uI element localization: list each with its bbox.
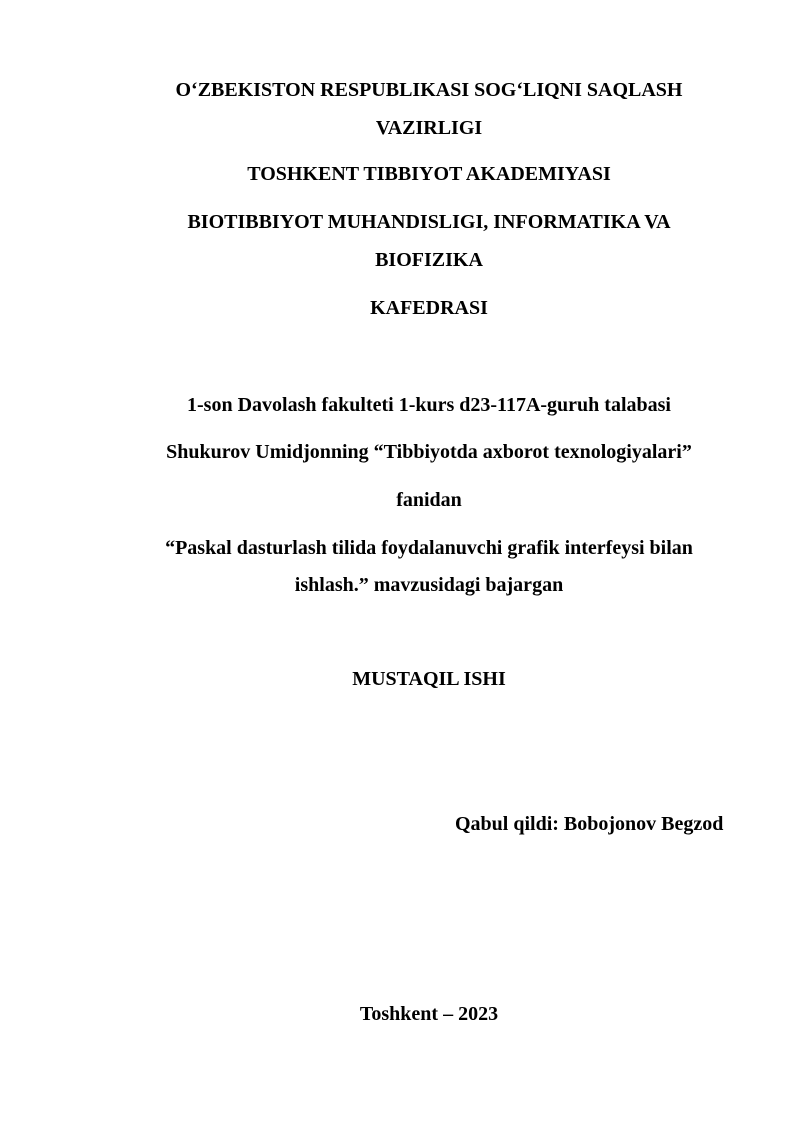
department-title-line1: BIOTIBBIYOT MUHANDISLIGI, INFORMATIKA VA: [187, 211, 671, 233]
student-info-line3: fanidan: [396, 489, 462, 511]
city-year: Toshkent – 2023: [359, 1003, 499, 1025]
department-title-line2: BIOFIZIKA: [375, 249, 483, 271]
student-info-line1: 1-son Davolash fakulteti 1-kurs d23-117A-guruh talabasi: [187, 394, 671, 416]
academy-title: TOSHKENT TIBBIYOT AKADEMIYASI: [247, 163, 611, 185]
ministry-title-line2: VAZIRLIGI: [375, 117, 483, 139]
student-info-line2: Shukurov Umidjonning “Tibbiyotda axborot texnologiyalari”: [166, 441, 692, 463]
ministry-title-line1: O‘ZBEKISTON RESPUBLIKASI SOG‘LIQNI SAQLASH: [175, 79, 683, 101]
department-title-line3: KAFEDRASI: [370, 297, 488, 319]
work-title: MUSTAQIL ISHI: [352, 668, 506, 690]
topic-line1: “Paskal dasturlash tilida foydalanuvchi grafik interfeysi bilan: [165, 537, 693, 559]
reviewer-line: Qabul qildi: Bobojonov Begzod: [455, 813, 724, 835]
topic-line2: ishlash.” mavzusidagi bajargan: [294, 574, 564, 596]
